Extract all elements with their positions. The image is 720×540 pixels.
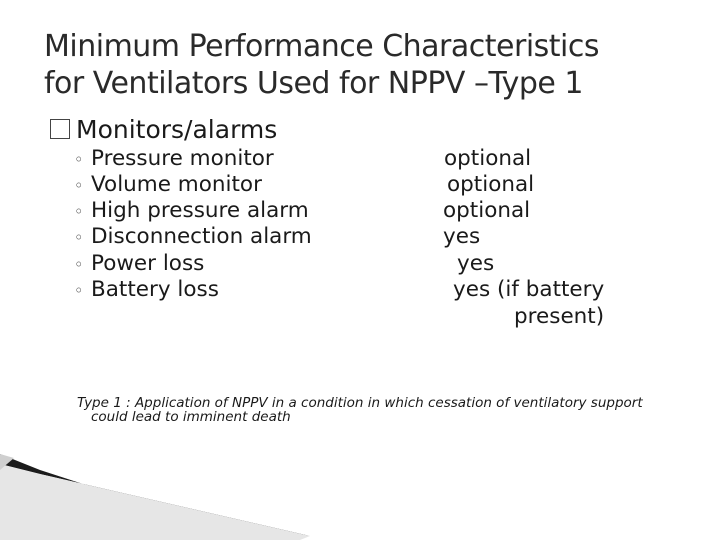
circle-bullet-icon: ◦ [74,202,84,221]
circle-bullet-icon: ◦ [74,176,84,195]
list-item [74,198,309,225]
footnote-line-1: Type 1 : Application of NPPV in a condition in which cessation of ventilatory support [77,395,643,411]
footnote-line-2: could lead to imminent death [91,409,291,425]
section-heading-text: Monitors/alarms [76,115,278,144]
item-label: Pressure monitor [91,146,274,171]
section-heading [50,115,277,145]
slide-title [44,28,694,102]
item-value: yes (if battery [453,277,605,302]
item-value: optional [447,172,535,197]
title-line-2: for Ventilators Used for NPPV –Type 1 [44,66,584,101]
item-label: Disconnection alarm [91,224,312,249]
list-item [74,251,204,278]
list-item [74,146,274,173]
list-item [74,277,219,304]
item-label: High pressure alarm [91,198,309,223]
item-value-continued: present) [514,304,605,329]
title-line-1: Minimum Performance Characteristics [44,29,600,64]
list-item [74,224,312,251]
item-value: yes [457,251,495,276]
circle-bullet-icon: ◦ [74,150,84,169]
decorative-swoosh [0,440,720,540]
square-bullet-icon [50,119,70,139]
item-label: Power loss [91,251,205,276]
item-value: optional [444,146,532,171]
circle-bullet-icon: ◦ [74,281,84,300]
item-label: Battery loss [91,277,219,302]
item-value: yes [443,224,481,249]
circle-bullet-icon: ◦ [74,255,84,274]
circle-bullet-icon: ◦ [74,228,84,247]
item-label: Volume monitor [91,172,262,197]
list-item [74,172,262,199]
item-value: optional [443,198,531,223]
footnote [77,396,677,424]
